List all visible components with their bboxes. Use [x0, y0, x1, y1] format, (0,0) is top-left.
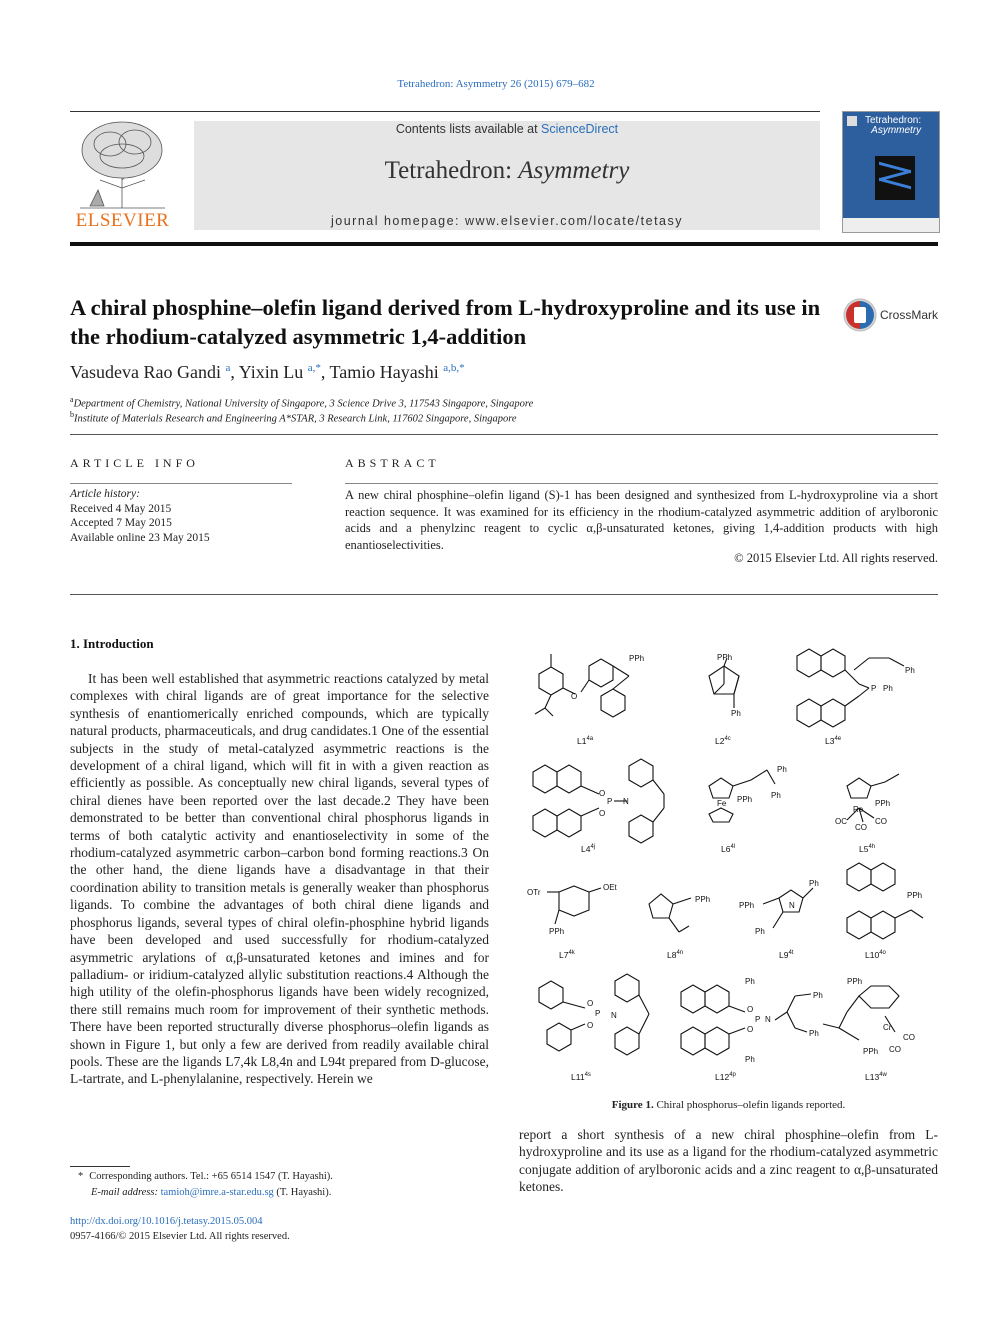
atom-label-o: O — [587, 1021, 594, 1030]
header-top-rule — [70, 111, 820, 112]
atom-label-cr: Cr — [883, 1023, 892, 1032]
atom-label-pph2: PPh — [549, 927, 565, 936]
ligand-l5-structure — [847, 774, 899, 822]
ligand-l2-structure — [709, 658, 739, 708]
atom-label-fe: Fe — [717, 799, 727, 808]
ligand-label-l9: $L9^{4t}$ — [779, 950, 794, 960]
abstract-heading: ABSTRACT — [345, 456, 440, 470]
elsevier-logo — [70, 118, 175, 232]
author-affil-sup[interactable]: a — [225, 362, 231, 374]
atom-label-ph: Ph — [755, 927, 765, 936]
sciencedirect-link[interactable]: ScienceDirect — [541, 122, 619, 136]
ligand-label-l2: $L2^{4c}$ — [715, 736, 731, 746]
atom-label-pph2: PPh — [695, 895, 711, 904]
corresponding-author-note: * Corresponding authors. Tel.: +65 6514 1547 (T. Hayashi). — [78, 1171, 333, 1182]
ligand-label-l6: $L6^{4l}$ — [721, 844, 736, 854]
atom-label-re: Re — [853, 805, 864, 814]
atom-label-p: P — [871, 684, 877, 693]
figure-1-structures — [519, 636, 938, 1090]
cover-title-line1: Tetrahedron: — [865, 115, 922, 126]
atom-label-n: N — [765, 1015, 771, 1024]
article-info-heading: ARTICLE INFO — [70, 456, 199, 470]
footnote-rule — [70, 1166, 130, 1167]
affiliation-a — [70, 395, 533, 410]
ligand-l7-structure — [547, 886, 601, 924]
ligand-l9-structure — [763, 888, 813, 928]
article-history — [70, 487, 210, 545]
atom-label-ph: Ph — [771, 791, 781, 800]
affiliation-text: Institute of Materials Research and Engineering A*STAR, 3 Research Link, 117602 Singapore, Singapore — [74, 413, 517, 425]
author-name[interactable]: Yixin Lu — [238, 362, 304, 382]
affiliation-sup: a — [70, 395, 74, 404]
journal-cover-image — [842, 111, 940, 233]
affiliation-text: Department of Chemistry, National University of Singapore, 3 Science Drive 3, 117543 Singapore, Singapore — [73, 398, 534, 410]
crossmark-icon — [842, 297, 878, 333]
received-date: Received 4 May 2015 — [70, 502, 172, 515]
atom-label-o: O — [587, 999, 594, 1008]
author-list: Vasudeva Rao Gandi $^a$, Yixin Lu $^{a,*}$, Tamio Hayashi $^{a,b,*}$ — [70, 362, 465, 382]
email-suffix: (T. Hayashi). — [273, 1187, 332, 1198]
online-date: Available online 23 May 2015 — [70, 531, 210, 544]
atom-label-n: N — [611, 1011, 617, 1020]
atom-label-co: CO — [903, 1033, 915, 1042]
atom-label-pph2: PPh — [739, 901, 755, 910]
article-title: A chiral phosphine–olefin ligand derived from L-hydroxyproline and its use in the rhodium-catalyzed asymmetric 1,4-addition — [70, 295, 821, 349]
atom-label-otr: OTr — [527, 888, 541, 897]
email-note — [91, 1187, 331, 1198]
atom-label-ph: Ph — [905, 666, 915, 675]
figure-caption-text: Chiral phosphorus–olefin ligands reported. — [653, 1099, 846, 1111]
journal-homepage — [194, 214, 820, 228]
ligand-label-l1: $L1^{4a}$ — [577, 736, 594, 746]
ligand-l1-structure — [535, 654, 629, 717]
crossmark-button[interactable] — [842, 297, 942, 333]
crossmark-label: CrossMark — [880, 308, 939, 322]
ligand-label-l12: $L12^{4p}$ — [715, 1072, 736, 1082]
email-label: E-mail address: — [91, 1187, 161, 1198]
atom-label-oet: OEt — [603, 883, 617, 892]
journal-title-plain: Tetrahedron: — [384, 157, 519, 184]
atom-label-ph: Ph — [745, 977, 755, 986]
atom-label-ph: Ph — [777, 765, 787, 774]
ligand-l4-structure — [533, 759, 664, 843]
homepage-url[interactable]: www.elsevier.com/locate/tetasy — [465, 214, 684, 228]
atom-label-pph2: PPh — [863, 1047, 879, 1056]
ligand-l12-structure — [681, 985, 811, 1055]
atom-label-n: N — [789, 901, 795, 910]
author-affil-sup[interactable]: a,* — [307, 362, 321, 374]
atom-label-co: CO — [855, 823, 867, 832]
accepted-date: Accepted 7 May 2015 — [70, 517, 172, 529]
atom-label-oc: OC — [835, 817, 847, 826]
atom-label-pph2: PPh — [847, 977, 863, 986]
corresponding-text: Corresponding authors. Tel.: +65 6514 1547 (T. Hayashi). — [89, 1171, 333, 1182]
atom-label-o: O — [747, 1005, 754, 1014]
divider — [70, 594, 938, 595]
atom-label-pph2: PPh — [907, 891, 923, 900]
ligand-label-l10: $L10^{4o}$ — [865, 950, 886, 960]
atom-label-ph: Ph — [813, 991, 823, 1000]
contents-prefix: Contents lists available at — [395, 122, 542, 136]
ligand-l11-structure — [539, 974, 649, 1055]
atom-label-pph2: PPh — [717, 653, 733, 662]
affiliation-sup: b — [70, 410, 74, 419]
atom-label-co: CO — [875, 817, 887, 826]
atom-label-n: N — [623, 797, 629, 806]
author-name[interactable]: Tamio Hayashi — [329, 362, 439, 382]
ligand-label-l7: $L7^{4k}$ — [559, 950, 575, 960]
elsevier-wordmark: ELSEVIER — [75, 210, 170, 231]
figure-caption-label: Figure 1. — [611, 1099, 654, 1111]
atom-label-ph: Ph — [809, 879, 819, 888]
ligand-l10-structure — [847, 863, 923, 939]
divider — [345, 483, 938, 484]
abstract-copyright: © 2015 Elsevier Ltd. All rights reserved. — [734, 551, 938, 565]
header-bottom-rule — [70, 242, 938, 246]
elsevier-tree-icon — [70, 118, 175, 210]
figure-1-caption — [519, 1099, 938, 1111]
journal-reference[interactable]: Tetrahedron: Asymmetry 26 (2015) 679–682 — [397, 78, 595, 90]
atom-label-pph2: PPh — [875, 799, 891, 808]
cover-title-line2: Asymmetry — [871, 125, 922, 136]
atom-label-o: O — [599, 789, 606, 798]
atom-label-ph: Ph — [731, 709, 741, 718]
doi-link[interactable]: http://dx.doi.org/10.1016/j.tetasy.2015.05.004 — [70, 1216, 263, 1227]
intro-continuation: report a short synthesis of a new chiral phosphine–olefin from L-hydroxyproline and its use as a ligand for the rhodium-catalyzed asymmetric conjugate addition of arylboronic acids and a zinc reagent to α,β-unsaturated ketones. — [519, 1127, 938, 1195]
abstract-text: A new chiral phosphine–olefin ligand (S)-1 has been designed and synthesized from L-hydroxyproline via a short reaction sequence. It was examined for its efficiency in the rhodium-catalyzed asymmetric addition of arylboronic acids and a phenylzinc reagent to cyclic α,β-unsaturated ketones, giving 1,4-addition products with high enantioselectivities. — [345, 488, 938, 552]
atom-label-co: CO — [889, 1045, 901, 1054]
email-link[interactable]: tamioh@imre.a-star.edu.sg — [160, 1187, 274, 1198]
atom-label-p: P — [607, 797, 613, 806]
divider — [70, 483, 292, 484]
intro-paragraph: It has been well established that asymmetric reactions catalyzed by metal complexes with chiral ligands are of great importance for the selective synthesis of enantiomerically enriched compounds, which are typically natural products, pharmaceuticals, and drug candidates.1 One of the essential subjects in the study of metal-catalyzed asymmetric reactions is the development of a chiral ligand, which will fit in with a given reaction as efficiently as possible. As conceptually new chiral ligands, several types of chiral dienes have been reported over the last decade.2 They have been demonstrated to be better than conventional chiral phosphorus ligands in terms of both catalytic activity and enantioselectivity in some of the rhodium-catalyzed asymmetric carbon–carbon bond forming reactions.3 On the other hand, the diene ligands have a disadvantage in that their coordination ability to transition metals is generally weaker than phosphorus ligands. To combine the advantages of both chiral diene ligands and phosphorus ligands, several types of chiral olefin-phosphine hybrid ligands have been developed and used successfully for rhodium-catalyzed asymmetric arylations of α,β-unsaturated ketones and imines and for palladium- or iridium-catalyzed allylic substitution reactions.4 Although the high utility of the olefin-phosphorus ligands have been widely recognized, there still remains much room for improvement of their synthetic methods. There have been reported structurally diverse phosphorus–olefin ligands as shown in Figure 1, but only a few are derived from readily available chiral pools. These are the ligands L7,4k L8,4n and L94t prepared from D-glucose, L-tartrate, and L-phenylalanine, respectively. Herein we — [70, 671, 489, 1087]
divider — [70, 434, 938, 435]
atom-label-ph: Ph — [745, 1055, 755, 1064]
atom-label-pph2: PPh — [737, 795, 753, 804]
author-name[interactable]: Vasudeva Rao Gandi — [70, 362, 221, 382]
atom-label-o: O — [599, 809, 606, 818]
contents-line — [194, 122, 820, 136]
intro-body-column — [70, 670, 489, 1088]
atom-label-ph: Ph — [809, 1029, 819, 1038]
journal-title-italic: Asymmetry — [518, 157, 630, 184]
ligand-label-l11: $L11^{4s}$ — [571, 1072, 591, 1082]
atom-label-o: O — [747, 1025, 754, 1034]
atom-label-pph2: PPh — [629, 654, 645, 663]
ligand-label-l5: $L5^{4h}$ — [859, 844, 876, 854]
ligand-label-l4: $L4^{4j}$ — [581, 844, 596, 854]
ligand-l8-structure — [649, 894, 691, 932]
affiliation-b — [70, 410, 517, 425]
atom-label-p: P — [755, 1015, 761, 1024]
history-label: Article history: — [70, 488, 140, 500]
atom-label-p: P — [595, 1009, 601, 1018]
author-affil-sup[interactable]: a,b,* — [443, 362, 465, 374]
ligand-label-l13: $L13^{4w}$ — [865, 1072, 887, 1082]
section-heading-introduction: 1. Introduction — [70, 636, 154, 651]
atom-label-ph: Ph — [883, 684, 893, 693]
ligand-label-l3: $L3^{4e}$ — [825, 736, 842, 746]
ligand-label-l8: $L8^{4n}$ — [667, 950, 684, 960]
issn-copyright: 0957-4166/© 2015 Elsevier Ltd. All rights reserved. — [70, 1231, 290, 1242]
journal-title — [194, 157, 820, 185]
homepage-prefix: journal homepage: — [330, 214, 466, 228]
atom-label-o: O — [571, 692, 578, 701]
figure-1 — [519, 636, 938, 1090]
